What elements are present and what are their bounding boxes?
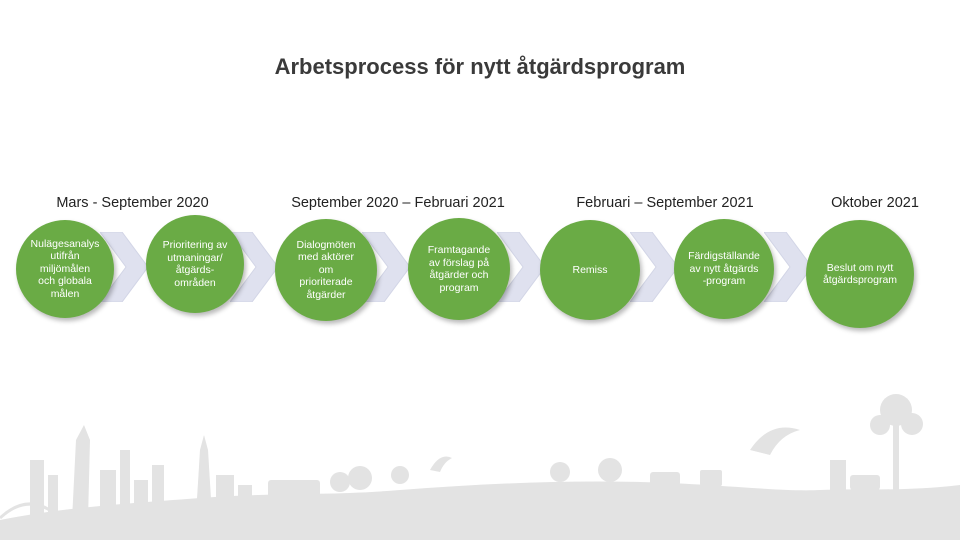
process-step-2: Prioritering av utmaningar/ åtgärds- områden — [146, 215, 244, 313]
phase-label-4: Oktober 2021 — [831, 195, 919, 211]
process-step-4: Framtagande av förslag på åtgärder och program — [408, 218, 510, 320]
page-title: Arbetsprocess för nytt åtgärdsprogram — [274, 54, 686, 79]
process-step-5: Remiss — [540, 220, 640, 320]
phase-label-2: September 2020 – Februari 2021 — [291, 195, 505, 211]
process-step-1: Nulägesanalys utifrån miljömålen och globala målen — [16, 220, 114, 318]
process-step-7: Beslut om nytt åtgärdsprogram — [806, 220, 914, 328]
phase-label-1: Mars - September 2020 — [56, 195, 209, 211]
city-skyline-icon — [0, 380, 960, 540]
process-step-6: Färdigställande av nytt åtgärds -program — [674, 219, 774, 319]
process-step-3: Dialogmöten med aktörer om prioriterade åtgärder — [275, 219, 377, 321]
phase-label-3: Februari – September 2021 — [576, 195, 754, 211]
